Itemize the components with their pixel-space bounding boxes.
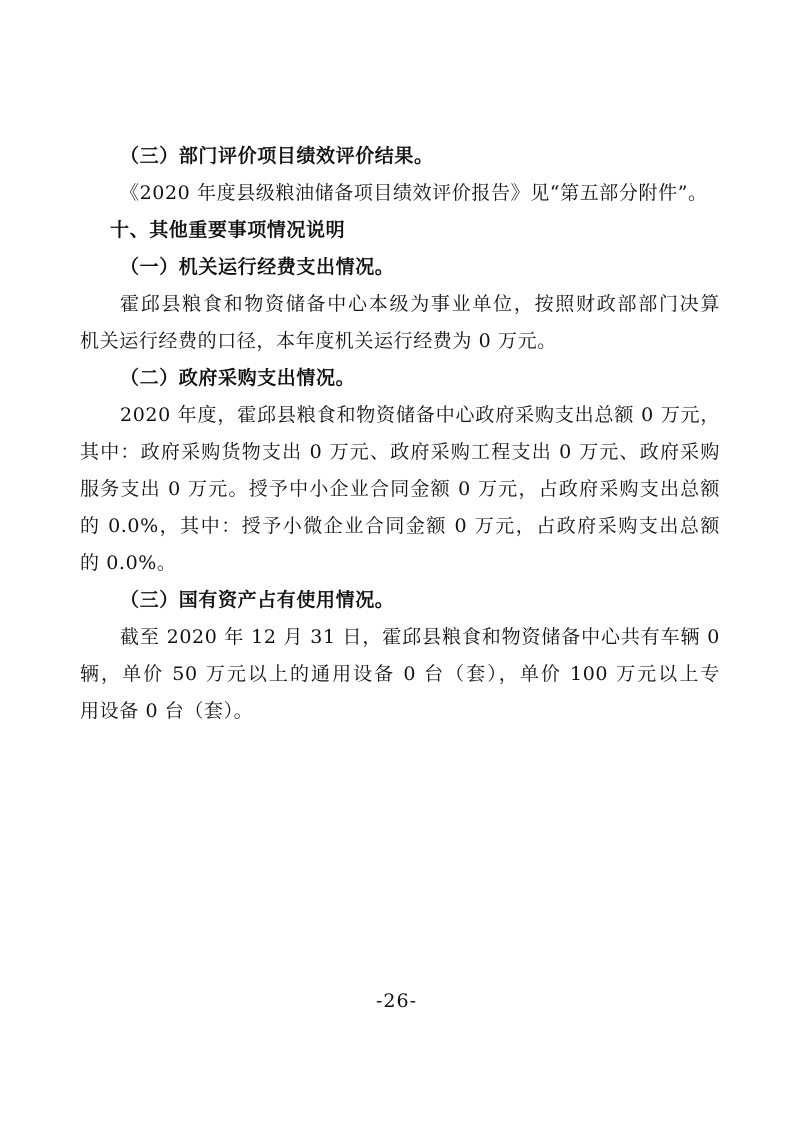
section-heading-other-matters: 十、其他重要事项情况说明 <box>110 219 346 241</box>
subheading-operating-expenses: （一）机关运行经费支出情况。 <box>120 256 395 278</box>
paragraph-state-assets-line-2: 辆，单价 50 万元以上的通用设备 0 台（套），单价 100 万元以上专 <box>80 663 721 685</box>
paragraph-state-assets-line-1: 截至 2020 年 12 月 31 日，霍邱县粮食和物资储备中心共有车辆 0 <box>120 626 720 648</box>
paragraph-procurement-line-2: 其中：政府采购货物支出 0 万元、政府采购工程支出 0 万元、政府采购 <box>80 441 720 463</box>
paragraph-state-assets-line-3: 用设备 0 台（套）。 <box>80 700 254 722</box>
document-body <box>80 138 720 730</box>
paragraph-procurement-line-1: 2020 年度，霍邱县粮食和物资储备中心政府采购支出总额 0 万元， <box>120 404 720 426</box>
paragraph-operating-expenses-line-2: 机关运行经费的口径，本年度机关运行经费为 0 万元。 <box>80 330 557 352</box>
paragraph-procurement-line-3: 服务支出 0 万元。授予中小企业合同金额 0 万元，占政府采购支出总额 <box>80 478 720 500</box>
subheading-dept-evaluation-results: （三）部门评价项目绩效评价结果。 <box>120 145 434 167</box>
subheading-state-assets: （三）国有资产占有使用情况。 <box>120 589 395 611</box>
paragraph-evaluation-report-reference: 《2020 年度县级粮油储备项目绩效评价报告》见“第五部分附件”。 <box>120 182 708 204</box>
paragraph-operating-expenses-line-1: 霍邱县粮食和物资储备中心本级为事业单位，按照财政部部门决算 <box>120 293 720 315</box>
page-number: -26- <box>375 990 418 1012</box>
subheading-government-procurement: （二）政府采购支出情况。 <box>120 367 356 389</box>
paragraph-procurement-line-5: 的 0.0%。 <box>80 552 177 574</box>
paragraph-procurement-line-4: 的 0.0%，其中：授予小微企业合同金额 0 万元，占政府采购支出总额 <box>80 515 720 537</box>
